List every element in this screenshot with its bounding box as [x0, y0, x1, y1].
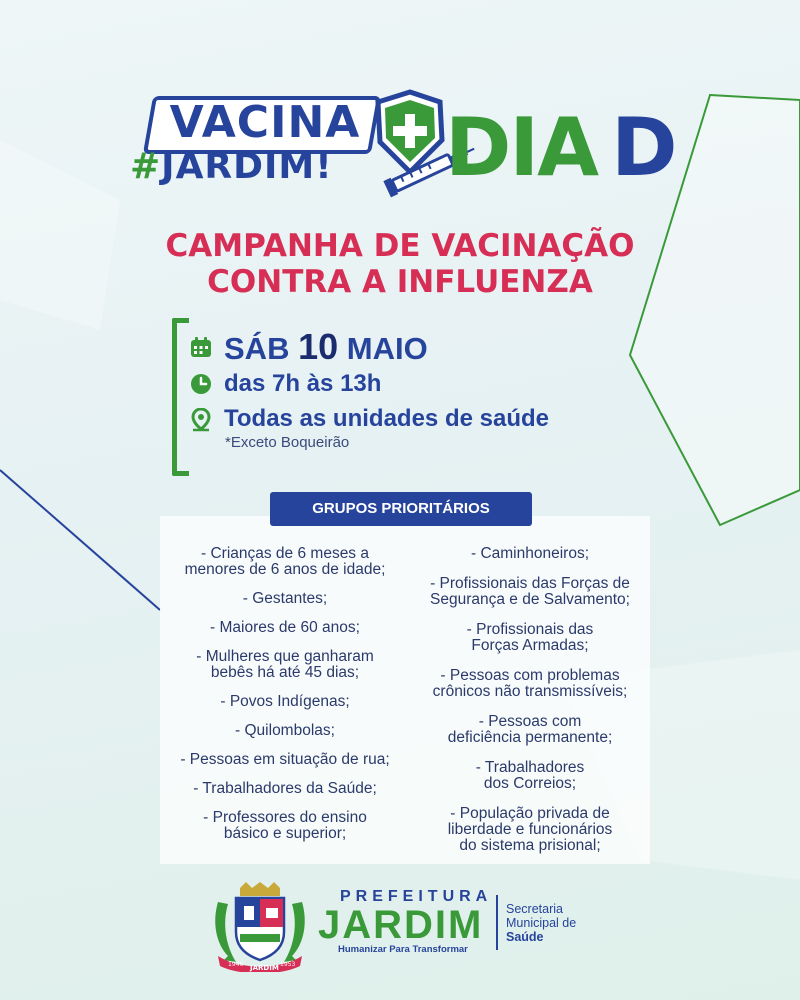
hash-symbol: # — [130, 146, 162, 187]
city-slogan: Humanizar Para Transformar — [338, 944, 468, 955]
prefeitura-label: PREFEITURA — [340, 888, 493, 905]
event-note: *Exceto Boqueirão — [225, 434, 350, 451]
location-pin-icon — [190, 408, 212, 430]
crest-name: JARDIM — [250, 964, 279, 972]
footer-divider — [496, 895, 498, 950]
date-row — [190, 326, 428, 368]
dia-d-title — [445, 101, 676, 194]
crest-year-left: 1946 — [228, 961, 244, 968]
secretaria-line-2: Municipal de — [506, 916, 577, 930]
event-time: das 7h às 13h — [224, 370, 382, 397]
list-item: - Profissionais das Forças Armadas; — [466, 621, 594, 654]
list-item: - Trabalhadores dos Correios; — [475, 759, 585, 792]
list-item: - Trabalhadores da Saúde; — [193, 780, 377, 797]
list-item: - Pessoas em situação de rua; — [180, 751, 390, 768]
dia-text: DIA — [445, 101, 598, 194]
city-name: JARDIM — [318, 903, 484, 947]
secretaria-line-1: Secretaria — [506, 902, 563, 916]
headline-line-1: CAMPANHA DE VACINAÇÃO — [165, 228, 635, 264]
time-row — [190, 370, 381, 398]
campaign-headline — [0, 228, 800, 300]
list-item: - Professores do ensino básico e superior; — [203, 809, 367, 842]
list-item: - Povos Indígenas; — [220, 693, 350, 710]
event-date — [224, 326, 428, 368]
list-item: - Pessoas com problemas crônicos não transmissíveis; — [432, 667, 628, 700]
secretaria-line-3: Saúde — [506, 930, 544, 944]
list-item: - Quilombolas; — [235, 722, 335, 739]
list-item: - Maiores de 60 anos; — [210, 619, 360, 636]
crest-year-right: 1953 — [280, 961, 296, 968]
info-bracket — [172, 318, 189, 476]
list-item: - Profissionais das Forças de Segurança e de Salvamento; — [430, 575, 630, 608]
list-item: - Crianças de 6 meses a menores de 6 anos de idade; — [184, 545, 386, 578]
campaign-logo — [130, 88, 676, 198]
place-row — [190, 405, 549, 433]
groups-left-column — [160, 546, 410, 855]
clock-icon — [190, 373, 212, 395]
vacina-text: VACINA — [169, 97, 361, 148]
groups-right-column — [410, 546, 650, 868]
list-item: - Gestantes; — [242, 590, 328, 607]
event-place: Todas as unidades de saúde — [224, 405, 549, 432]
list-item: - População privada de liberdade e funcionários do sistema prisional; — [447, 805, 613, 854]
municipal-crest-logo — [210, 882, 310, 972]
list-item: - Mulheres que ganharam bebês há até 45 dias; — [196, 648, 374, 681]
jardim-tag-text: JARDIM! — [161, 146, 333, 187]
secretaria-label — [506, 902, 576, 944]
list-item: - Caminhoneiros; — [470, 545, 590, 562]
groups-title: GRUPOS PRIORITÁRIOS — [270, 492, 532, 526]
headline-line-2: CONTRA A INFLUENZA — [207, 264, 593, 300]
list-item: - Pessoas com deficiência permanente; — [447, 713, 613, 746]
event-day: SÁB — [224, 331, 290, 366]
calendar-icon — [190, 336, 212, 358]
d-text: D — [611, 101, 676, 194]
event-month: MAIO — [346, 331, 428, 366]
jardim-hashtag — [130, 146, 333, 187]
event-date-number: 10 — [298, 326, 339, 367]
